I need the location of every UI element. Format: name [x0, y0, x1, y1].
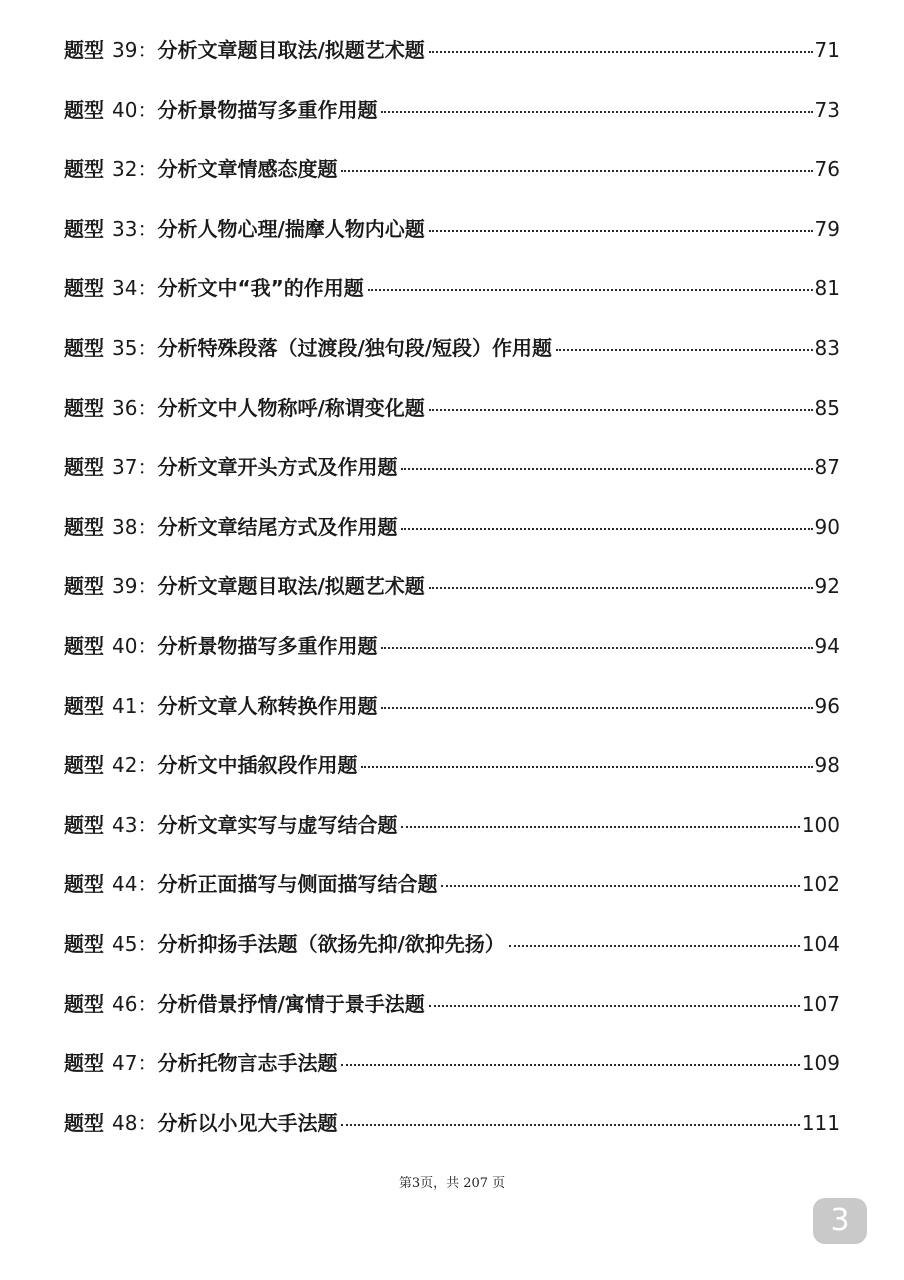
toc-entry-label: 题型 — [64, 931, 104, 956]
dot-leader — [556, 349, 812, 351]
dot-leader — [429, 587, 813, 589]
dot-leader — [429, 51, 813, 53]
toc-entry-title: 分析文章题目取法/拟题艺术题 — [157, 38, 425, 62]
toc-entry-page: 100 — [801, 812, 840, 837]
toc-entry-label: 题型 — [64, 872, 104, 897]
toc-entry[interactable] — [64, 507, 840, 567]
toc-entry-number: 32： — [112, 157, 158, 182]
toc-entry-page: 73 — [814, 97, 840, 122]
toc-entry-label: 题型 — [64, 812, 104, 837]
toc-entry-label: 题型 — [64, 157, 104, 182]
toc-entry-number: 37： — [112, 455, 158, 480]
toc-entry[interactable] — [64, 90, 840, 150]
toc-entry[interactable] — [64, 268, 840, 328]
toc-entry[interactable] — [64, 1103, 840, 1163]
dot-leader — [341, 170, 812, 172]
toc-entry-page: 76 — [814, 157, 840, 182]
dot-leader — [429, 230, 813, 232]
toc-entry-title: 分析文章开头方式及作用题 — [157, 455, 398, 480]
dot-leader — [368, 289, 813, 291]
toc-entry[interactable] — [64, 864, 840, 924]
dot-leader — [381, 647, 812, 649]
toc-entry-number: 35： — [112, 335, 158, 360]
dot-leader — [361, 766, 812, 768]
toc-entry-label: 题型 — [64, 514, 104, 539]
toc-entry-number: 38： — [112, 514, 158, 539]
toc-entry-title: 分析托物言志手法题 — [157, 1051, 338, 1076]
toc-entry-page: 109 — [801, 1051, 840, 1076]
toc-entry-label: 题型 — [64, 633, 104, 658]
toc-entry-title: 分析文章实写与虚写结合题 — [157, 812, 398, 837]
toc-entry-title: 分析文章情感态度题 — [157, 157, 338, 182]
table-of-contents — [64, 30, 840, 1162]
toc-entry-title: 分析文中人物称呼/称谓变化题 — [157, 395, 425, 420]
toc-entry-title: 分析抑扬手法题（欲扬先抑/欲抑先扬） — [157, 931, 505, 956]
dot-leader — [381, 111, 812, 113]
page-footer: 第3页，共 207 页 — [398, 1176, 506, 1191]
toc-entry-label: 题型 — [64, 97, 104, 122]
toc-entry-label: 题型 — [64, 216, 104, 241]
toc-entry-title: 分析文章人称转换作用题 — [157, 693, 378, 718]
toc-entry-number: 39： — [112, 38, 158, 62]
toc-entry-title: 分析文章结尾方式及作用题 — [157, 514, 398, 539]
toc-entry-title: 分析特殊段落（过渡段/独句段/短段）作用题 — [157, 335, 553, 360]
toc-entry[interactable] — [64, 805, 840, 865]
toc-entry-page: 111 — [801, 1110, 840, 1135]
toc-entry-page: 79 — [814, 216, 840, 241]
dot-leader — [429, 409, 813, 411]
toc-entry-label: 题型 — [64, 1110, 104, 1135]
toc-entry[interactable] — [64, 388, 840, 448]
dot-leader — [441, 885, 799, 887]
toc-entry-number: 36： — [112, 395, 158, 420]
toc-entry-label: 题型 — [64, 1051, 104, 1076]
toc-entry-title: 分析文章题目取法/拟题艺术题 — [157, 574, 425, 599]
toc-entry[interactable] — [64, 1043, 840, 1103]
toc-entry[interactable] — [64, 984, 840, 1044]
toc-entry-label: 题型 — [64, 395, 104, 420]
toc-entry-page: 96 — [814, 693, 840, 718]
toc-entry-page: 83 — [814, 335, 840, 360]
toc-entry-number: 41： — [112, 693, 158, 718]
toc-entry[interactable] — [64, 149, 840, 209]
toc-entry-label: 题型 — [64, 574, 104, 599]
toc-entry[interactable] — [64, 626, 840, 686]
toc-entry-page: 98 — [814, 753, 840, 778]
dot-leader — [341, 1124, 799, 1126]
dot-leader — [401, 826, 799, 828]
toc-entry-number: 47： — [112, 1051, 158, 1076]
toc-entry-title: 分析文中“我”的作用题 — [157, 276, 364, 301]
toc-entry[interactable] — [64, 447, 840, 507]
toc-entry[interactable] — [64, 686, 840, 746]
toc-entry-title: 分析景物描写多重作用题 — [157, 633, 378, 658]
dot-leader — [509, 945, 800, 947]
dot-leader — [429, 1005, 800, 1007]
dot-leader — [381, 707, 812, 709]
toc-entry-title: 分析借景抒情/寓情于景手法题 — [157, 991, 425, 1016]
toc-entry-number: 34： — [112, 276, 158, 301]
toc-entry-page: 85 — [814, 395, 840, 420]
toc-entry[interactable] — [64, 328, 840, 388]
toc-entry-page: 92 — [814, 574, 840, 599]
toc-entry-number: 33： — [112, 216, 158, 241]
toc-entry-label: 题型 — [64, 335, 104, 360]
toc-entry-page: 102 — [801, 872, 840, 897]
toc-entry-number: 44： — [112, 872, 158, 897]
toc-entry-page: 90 — [814, 514, 840, 539]
toc-entry[interactable] — [64, 745, 840, 805]
toc-entry[interactable] — [64, 566, 840, 626]
toc-entry-number: 40： — [112, 97, 158, 122]
dot-leader — [401, 528, 812, 530]
toc-entry-label: 题型 — [64, 38, 104, 62]
toc-entry-page: 71 — [814, 38, 840, 62]
toc-entry-title: 分析人物心理/揣摩人物内心题 — [157, 216, 425, 241]
toc-entry[interactable] — [64, 30, 840, 90]
toc-entry-label: 题型 — [64, 455, 104, 480]
toc-entry-label: 题型 — [64, 693, 104, 718]
toc-entry-number: 40： — [112, 633, 158, 658]
toc-entry-number: 43： — [112, 812, 158, 837]
toc-entry-title: 分析文中插叙段作用题 — [157, 753, 358, 778]
toc-entry-number: 48： — [112, 1110, 158, 1135]
toc-entry-number: 42： — [112, 753, 158, 778]
toc-entry-title: 分析以小见大手法题 — [157, 1110, 338, 1135]
toc-entry-title: 分析景物描写多重作用题 — [157, 97, 378, 122]
toc-entry-number: 39： — [112, 574, 158, 599]
toc-entry[interactable] — [64, 924, 840, 984]
toc-entry-label: 题型 — [64, 276, 104, 301]
toc-entry-label: 题型 — [64, 753, 104, 778]
page-number-badge: 3 — [813, 1198, 867, 1244]
toc-entry-page: 81 — [814, 276, 840, 301]
toc-entry-page: 94 — [814, 633, 840, 658]
toc-entry-title: 分析正面描写与侧面描写结合题 — [157, 872, 438, 897]
toc-entry-number: 46： — [112, 991, 158, 1016]
dot-leader — [401, 468, 812, 470]
toc-entry-page: 104 — [801, 931, 840, 956]
toc-entry-page: 107 — [801, 991, 840, 1016]
toc-entry-page: 87 — [814, 455, 840, 480]
toc-entry-number: 45： — [112, 931, 158, 956]
toc-entry[interactable] — [64, 209, 840, 269]
dot-leader — [341, 1064, 799, 1066]
toc-entry-label: 题型 — [64, 991, 104, 1016]
